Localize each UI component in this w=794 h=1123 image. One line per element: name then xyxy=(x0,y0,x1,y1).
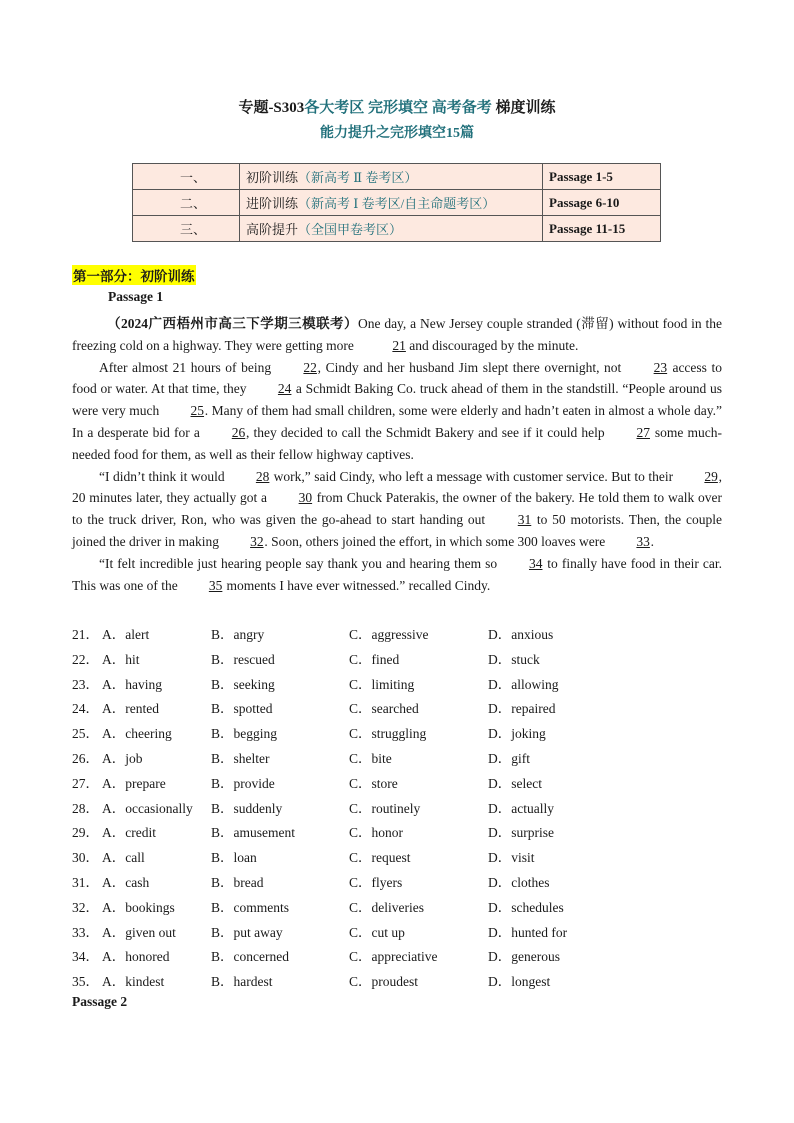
contents-row xyxy=(133,216,661,242)
blank-32: 32 xyxy=(250,533,264,549)
text-run: , 20 minutes later, they actually got a xyxy=(72,468,722,506)
option-c: C．routinely xyxy=(349,800,421,816)
question-number: 23． xyxy=(72,676,99,692)
question-number: 29． xyxy=(72,825,99,841)
option-a: A．alert xyxy=(102,627,150,642)
option-d: D．actually xyxy=(488,800,554,816)
option-c: C．deliveries xyxy=(349,899,424,915)
contents-name-text: 初阶训练 xyxy=(246,170,299,185)
question-list xyxy=(72,623,722,995)
option-c: C．proudest xyxy=(349,974,418,990)
text-run: . Soon, others joined the effort, in which some 300 loaves were xyxy=(264,533,609,549)
question-number: 34． xyxy=(72,949,99,965)
contents-row xyxy=(133,190,661,216)
question-row xyxy=(72,970,722,995)
text-run: One day, a New Jersey couple stranded (滞留) without food in the freezing cold on a highway. They were getting more xyxy=(72,316,723,353)
option-a: A．prepare xyxy=(102,775,166,791)
question-row xyxy=(72,797,722,822)
question-number: 31． xyxy=(72,874,99,890)
text-run: moments I have ever witnessed.” recalled Cindy. xyxy=(223,577,491,593)
option-b: B．amusement xyxy=(211,825,295,841)
section-label: 第一部分：初阶训练 xyxy=(72,265,196,285)
question-row xyxy=(72,821,722,846)
passage-text xyxy=(72,313,722,596)
question-row xyxy=(72,722,722,747)
blank-34: 34 xyxy=(528,555,543,571)
option-c: C．honor xyxy=(349,825,403,841)
question-row xyxy=(72,945,722,970)
option-b: B．shelter xyxy=(211,750,270,766)
option-b: B．seeking xyxy=(211,676,275,692)
paragraph xyxy=(72,466,722,553)
option-a: A．call xyxy=(102,850,145,866)
contents-range: Passage 11-15 xyxy=(543,216,661,242)
question-number: 32． xyxy=(72,899,99,915)
blank-21: 21 xyxy=(392,337,406,353)
option-c: C．cut up xyxy=(349,924,405,940)
option-c: C．limiting xyxy=(349,676,415,692)
document-subtitle: 能力提升之完形填空15篇 xyxy=(320,126,474,141)
question-row xyxy=(72,871,722,896)
option-d: D．visit xyxy=(488,850,535,866)
blank-27: 27 xyxy=(636,424,650,440)
question-number: 27． xyxy=(72,775,99,791)
option-a: A．kindest xyxy=(102,974,165,990)
contents-num: 一、 xyxy=(133,164,240,190)
option-d: D．stuck xyxy=(488,651,540,667)
option-a: A．having xyxy=(102,676,162,692)
option-a: A．cash xyxy=(102,874,150,890)
title-teal: 各大考区 完形填空 高考备考 xyxy=(304,100,492,116)
question-number: 24． xyxy=(72,701,99,717)
contents-num: 三、 xyxy=(133,216,240,242)
contents-table xyxy=(132,163,661,242)
text-run: . xyxy=(650,533,655,549)
blank-22: 22 xyxy=(303,359,317,375)
option-b: B．angry xyxy=(211,627,265,642)
text-run: to 50 motorists. Then, the couple joined the driver in making xyxy=(72,512,722,549)
option-a: A．rented xyxy=(102,701,159,717)
question-number: 25． xyxy=(72,726,99,742)
question-row xyxy=(72,697,722,722)
blank-35: 35 xyxy=(208,577,223,593)
option-b: B．suddenly xyxy=(211,800,283,816)
paragraph xyxy=(72,313,722,357)
question-number: 30． xyxy=(72,850,99,866)
title-prefix: 专题-S303 xyxy=(238,100,305,116)
blank-25: 25 xyxy=(190,403,205,419)
option-d: D．schedules xyxy=(488,899,564,915)
question-row xyxy=(72,747,722,772)
option-a: A．credit xyxy=(102,825,156,841)
question-row xyxy=(72,648,722,673)
option-c: C．struggling xyxy=(349,726,427,742)
paragraph xyxy=(72,357,722,466)
option-c: C．flyers xyxy=(349,874,403,890)
text-run: to finally have food in their car. This was one of the xyxy=(72,555,722,593)
option-a: A．honored xyxy=(102,949,170,965)
blank-30: 30 xyxy=(298,490,313,506)
option-b: B．provide xyxy=(211,775,275,791)
contents-range: Passage 6-10 xyxy=(543,190,661,216)
blank-29: 29 xyxy=(704,468,718,484)
question-row xyxy=(72,921,722,946)
blank-23: 23 xyxy=(653,359,668,375)
option-b: B．concerned xyxy=(211,949,289,965)
passage-source: （2024广西梧州市高三下学期三模联考） xyxy=(107,316,358,331)
question-number: 33． xyxy=(72,924,99,940)
option-b: B．put away xyxy=(211,924,283,940)
blank-28: 28 xyxy=(255,468,270,484)
blank-33: 33 xyxy=(636,533,650,549)
text-run: work,” said Cindy, who left a message with customer service. But to their xyxy=(270,468,677,484)
option-b: B．rescued xyxy=(211,651,275,667)
option-b: B．begging xyxy=(211,726,277,742)
question-row xyxy=(72,772,722,797)
option-b: B．spotted xyxy=(211,701,273,717)
text-run: , Cindy and her husband Jim slept there overnight, not xyxy=(317,359,626,375)
question-number: 35． xyxy=(72,974,99,990)
question-number: 22． xyxy=(72,651,99,667)
contents-name xyxy=(240,164,543,190)
option-b: B．comments xyxy=(211,899,289,915)
contents-num: 二、 xyxy=(133,190,240,216)
blank-24: 24 xyxy=(277,381,292,397)
option-d: D．clothes xyxy=(488,874,550,890)
option-b: B．hardest xyxy=(211,974,273,990)
option-b: B．bread xyxy=(211,874,264,890)
option-d: D．repaired xyxy=(488,701,556,717)
question-row xyxy=(72,846,722,871)
option-d: D．allowing xyxy=(488,676,559,692)
blank-31: 31 xyxy=(517,512,532,528)
passage-heading: Passage 1 xyxy=(108,289,164,304)
option-a: A．hit xyxy=(102,651,140,667)
passage-heading: Passage 2 xyxy=(72,994,128,1009)
text-run: After almost 21 hours of being xyxy=(99,359,276,375)
option-a: A．job xyxy=(102,750,143,766)
question-number: 28． xyxy=(72,800,99,816)
text-run: a Schmidt Baking Co. truck ahead of them in the standstill. “People around us were very much xyxy=(72,381,722,419)
option-a: A．cheering xyxy=(102,726,172,742)
option-d: D．generous xyxy=(488,949,560,965)
text-run: “I didn’t think it would xyxy=(99,468,229,484)
text-run: some much-needed food for them, as well as their fellow highway captives. xyxy=(72,424,722,462)
option-c: C．request xyxy=(349,850,411,866)
contents-name xyxy=(240,216,543,242)
question-number: 21． xyxy=(72,627,99,642)
option-a: A．bookings xyxy=(102,899,175,915)
paragraph xyxy=(72,553,722,597)
option-c: C．store xyxy=(349,775,398,791)
blank-26: 26 xyxy=(231,424,246,440)
contents-detail: （全国甲卷考区） xyxy=(298,222,403,237)
text-run: . Many of them had small children, some were elderly and hadn’t eaten in almost a whole day.” In a desperate bid for a xyxy=(72,403,722,440)
text-run: access to food or water. At that time, they xyxy=(72,359,723,397)
option-c: C．aggressive xyxy=(349,627,429,642)
text-run: and discouraged by the minute. xyxy=(405,337,579,353)
document-title xyxy=(0,96,794,117)
question-row xyxy=(72,623,722,648)
contents-detail: （新高考 Ⅱ 卷考区） xyxy=(298,170,418,185)
option-c: C．appreciative xyxy=(349,949,438,965)
option-d: D．gift xyxy=(488,750,530,766)
option-a: A．given out xyxy=(102,924,176,940)
option-c: C．searched xyxy=(349,701,419,717)
question-row xyxy=(72,896,722,921)
text-run: , they decided to call the Schmidt Bakery and see if it could help xyxy=(246,424,609,440)
contents-range: Passage 1-5 xyxy=(543,164,661,190)
option-d: D．anxious xyxy=(488,627,554,642)
option-a: A．occasionally xyxy=(102,800,193,816)
contents-name-text: 进阶训练 xyxy=(246,196,299,211)
text-run: from Chuck Paterakis, the owner of the bakery. He told them to walk over to the truck driver, Ron, who was given the go-ahead to start handing out xyxy=(72,490,723,528)
text-run: “It felt incredible just hearing people say thank you and hearing them so xyxy=(99,555,502,571)
contents-detail: （新高考 Ⅰ 卷考区/自主命题考区） xyxy=(298,196,496,211)
option-d: D．surprise xyxy=(488,825,554,841)
title-suffix: 梯度训练 xyxy=(495,100,556,116)
option-c: C．bite xyxy=(349,750,392,766)
contents-row xyxy=(133,164,661,190)
question-number: 26． xyxy=(72,750,99,766)
option-d: D．longest xyxy=(488,974,551,990)
option-d: D．joking xyxy=(488,726,546,742)
contents-name-text: 高阶提升 xyxy=(246,222,299,237)
question-row xyxy=(72,673,722,698)
option-d: D．select xyxy=(488,775,542,791)
contents-name xyxy=(240,190,543,216)
option-d: D．hunted for xyxy=(488,924,568,940)
option-b: B．loan xyxy=(211,850,257,866)
option-c: C．fined xyxy=(349,651,400,667)
